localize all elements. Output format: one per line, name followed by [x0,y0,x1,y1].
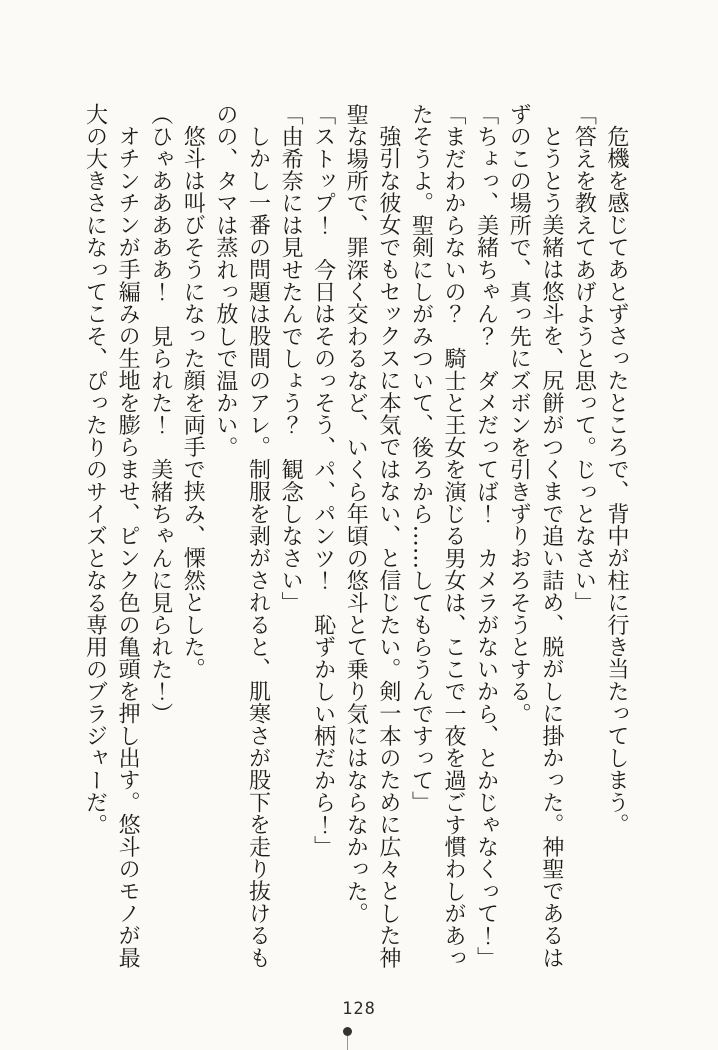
paragraph-narration: 強引な彼女でもセックスに本気ではない、と信じたい。剣一本のために広々とした神聖な場所で、罪深く交わるなど、いくら年頃の悠斗とて乗り気にはならなかった。 [343,103,401,969]
novel-text-block [74,103,632,985]
guide-dot-icon [343,1027,352,1036]
page-number: 128 [342,999,376,1019]
paragraph-inner-thought: （ひゃあああああ！ 見られた！ 美緒ちゃんに見られた！） [147,103,173,725]
paragraph-dialogue: 「ストップ！ 今日はそのっそう、パ、パンツ！ 恥ずかしい柄だから！」 [310,103,336,858]
paragraph-narration: オチンチンが手編みの生地を膨らませ、ピンク色の亀頭を押し出す。悠斗のモノが最大の大きさになってこそ、ぴったりのサイズとなる専用のブラジャーだ。 [82,103,141,969]
paragraph-narration: 悠斗は叫びそうになった顔を両手で挟み、慄然とした。 [180,125,206,680]
center-guide-mark-icon [343,1027,353,1050]
paragraph-dialogue: 「まだわからないの？ 騎士と王女を演じる男女は、ここで一夜を過ごす慣わしがあったそうよ。聖剣にしがみついて、後ろから……してもらうんですって」 [408,103,467,969]
paragraph-narration: とうとう美緒は悠斗を、尻餅がつくまで追い詰め、脱がしに掛かった。神聖であるはずのこの場所で、真っ先にズボンを引きずりおろそうとする。 [506,103,564,969]
paragraph-dialogue: 「答えを教えてあげようと思って。じっとなさい」 [571,103,597,614]
paragraph-narration: しかし一番の問題は股間のアレ。制服を剥がされると、肌寒さが股下を走り抜けるものの、タマは蒸れっ放しで温かい。 [212,103,271,969]
paragraph-dialogue: 「ちょっ、美緒ちゃん？ ダメだってば！ カメラがないから、とかじゃなくって！」 [473,103,499,969]
paragraph-dialogue: 「由希奈には見せたんでしょう？ 観念しなさい」 [278,103,304,614]
paragraph-narration: 危機を感じてあとずさったところで、背中が柱に行き当たってしまう。 [604,125,629,836]
guide-stem-line [347,1036,348,1050]
